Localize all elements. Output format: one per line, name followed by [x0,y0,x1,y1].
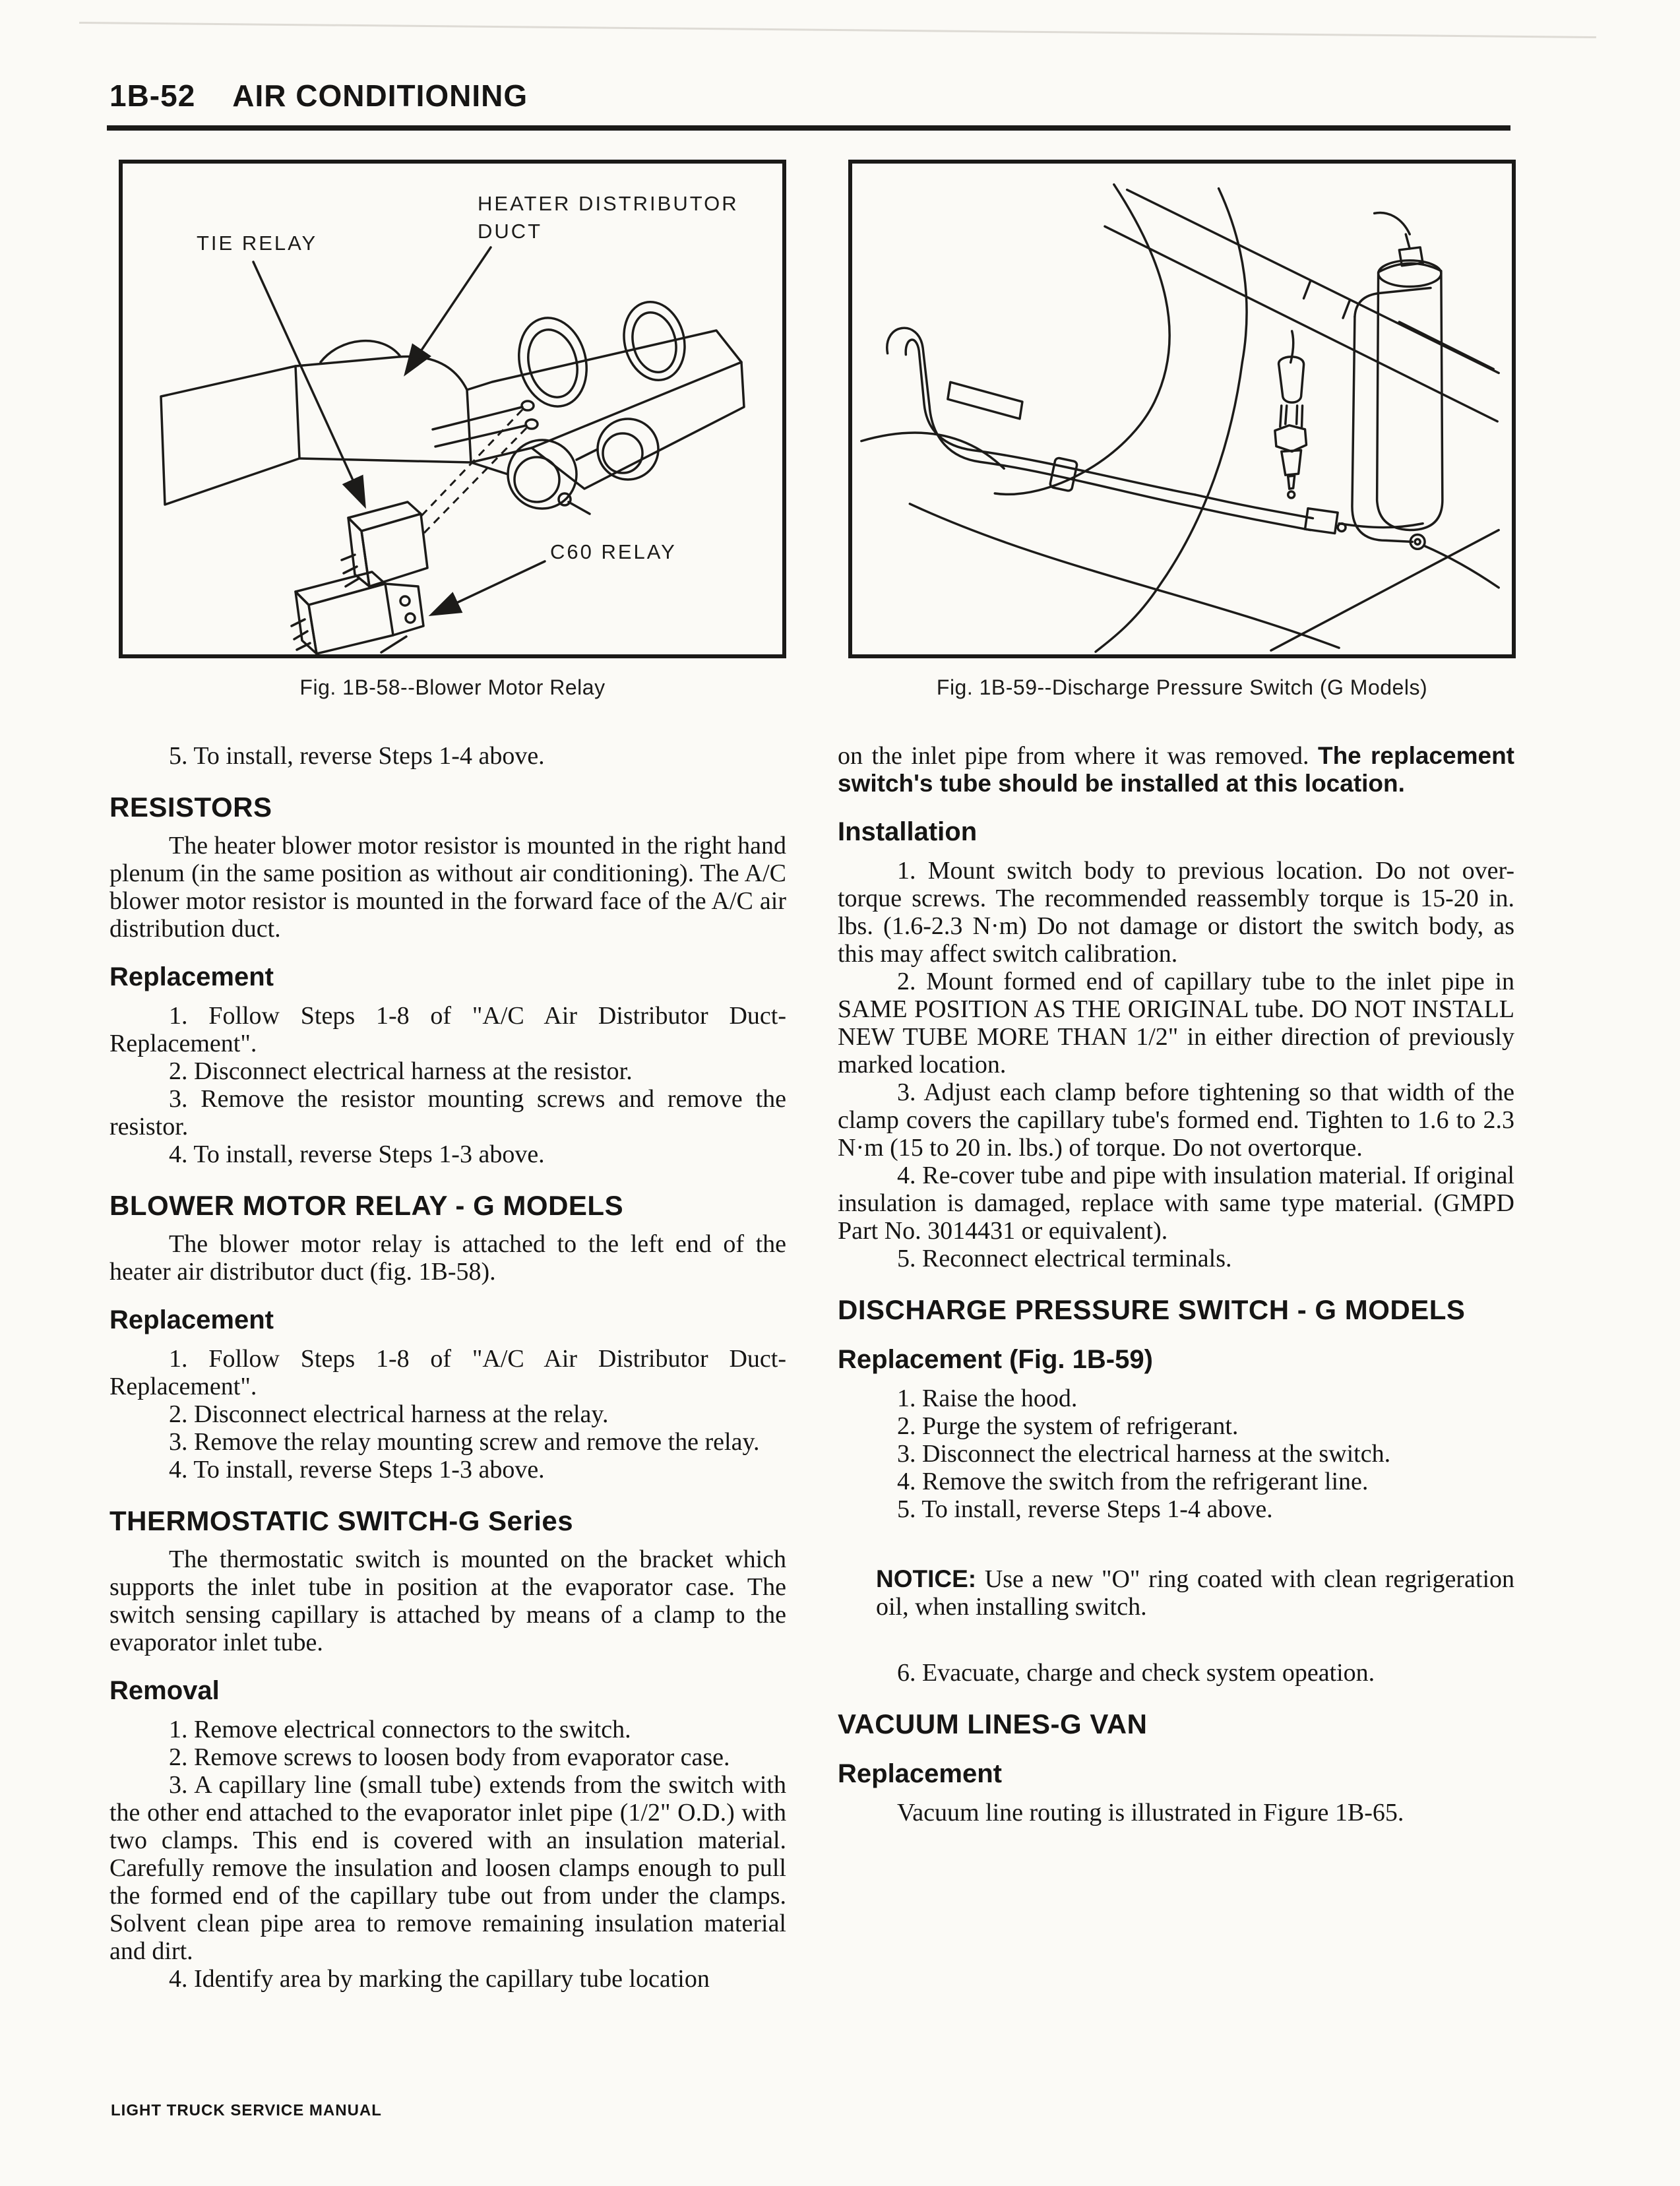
discharge-pressure-switch-drawing [852,164,1512,654]
step-text: 4. To install, reverse Steps 1-3 above. [169,1140,545,1168]
step-text: 4. Identify area by marking the capillary tube location [169,1965,710,1993]
step-text: 5. To install, reverse Steps 1-4 above. [897,1495,1273,1523]
subheading-replacement-2: Replacement [109,1305,274,1334]
step-text: 4. To install, reverse Steps 1-3 above. [169,1456,545,1483]
c60-relay-label: C60 RELAY [550,540,677,563]
step-text: 2. Disconnect electrical harness at the relay. [169,1400,609,1428]
tie-relay-art [342,502,427,586]
header-rule [107,125,1510,131]
page-header [0,0,1680,113]
caption-row [119,675,1680,700]
step-text: 4. Re-cover tube and pipe with insulation material. If original insulation is damaged, replace with same type material. (GMPD Part No. 3014431 or equivalent). [838,1162,1514,1245]
c60-relay-art [292,572,423,654]
c60-relay-leader-arrow [433,561,545,614]
step-text: 2. Disconnect electrical harness at the resistor. [169,1057,633,1085]
step-text: 3. Disconnect the electrical harness at the switch. [897,1440,1391,1468]
section-heading-thermostatic: THERMOSTATIC SWITCH-G Series [109,1505,574,1536]
page-title: AIR CONDITIONING [232,78,528,113]
step-text: 2. Remove screws to loosen body from evaporator case. [169,1743,730,1771]
notice-body: Use a new "O" ring coated with clean regrigeration oil, when installing switch. [876,1565,1514,1621]
figure-1b59 [848,160,1516,658]
step-text: 3. Adjust each clamp before tightening so that width of the clamp covers the capillary tube's formed end. Tighten to 1.6 to 2.3 N·m (15 to 20 in. lbs.) of torque. Do not overtorque. [838,1078,1514,1162]
step-text: 1. Follow Steps 1-8 of "A/C Air Distributor Duct-Replacement". [109,1345,786,1400]
step-text: 1. Follow Steps 1-8 of "A/C Air Distributor Duct-Replacement". [109,1002,786,1057]
paragraph: The thermostatic switch is mounted on the bracket which supports the inlet tube in position at the evaporator case. The switch sensing capillary is attached by means of a clamp to the evaporator inlet tube. [109,1546,786,1656]
page-number: 1B-52 [109,78,196,113]
step-text: 4. Remove the switch from the refrigerant line. [897,1468,1369,1495]
step-text: 5. To install, reverse Steps 1-4 above. [169,742,545,770]
subheading-replacement-1: Replacement [109,962,274,991]
paragraph: The heater blower motor resistor is mounted in the right hand plenum (in the same position as without air conditioning). The A/C blower motor resistor is mounted in the forward face of the A/C air distribution duct. [109,832,786,943]
step-text: 2. Purge the system of refrigerant. [897,1412,1239,1440]
heater-duct-label-line2: DUCT [478,220,543,243]
heater-duct-leader-arrow [406,247,491,373]
continued-paragraph [838,742,1514,797]
step-text: 3. Remove the resistor mounting screws and remove the resistor. [109,1085,786,1140]
figure-1b58 [119,160,786,658]
mounting-screws-art [421,401,590,534]
subheading-replacement-fig: Replacement (Fig. 1B-59) [838,1345,1153,1374]
step-text: 1. Mount switch body to previous location. Do not over-torque screws. The recommended reassembly torque is 15-20 in. lbs. (1.6-2.3 N·m) Do not damage or distort the switch body, as this may affect switch calibration. [838,857,1514,968]
step-text: 1. Remove electrical connectors to the switch. [169,1716,631,1743]
subheading-removal: Removal [109,1676,220,1705]
figure-1b59-caption: Fig. 1B-59--Discharge Pressure Switch (G Models) [936,675,1428,699]
step-text: 3. A capillary line (small tube) extends from the switch with the other end attached to the evaporator inlet pipe (1/2" O.D.) with two clamps. This end is covered with an insulation material. Carefully remove the insulation and loosen clamps enough to pull the formed end of the capillary tube out from under the clamps. Solvent clean pipe area to remove remaining insulation material and dirt. [109,1771,786,1965]
notice-paragraph [876,1565,1514,1621]
step-text: 5. Reconnect electrical terminals. [897,1245,1232,1272]
subheading-installation: Installation [838,817,978,846]
heater-duct-label-line1: HEATER DISTRIBUTOR [478,192,739,215]
receiver-drier-art [1352,213,1499,588]
heater-distributor-duct-art [161,296,744,509]
refrigerant-hose-art [887,328,1423,533]
section-heading-discharge: DISCHARGE PRESSURE SWITCH - G MODELS [838,1294,1466,1325]
fender-art [861,185,1499,652]
discharge-pressure-switch-art [1275,331,1307,498]
step-text: 1. Raise the hood. [897,1385,1078,1412]
section-heading-vacuum: VACUUM LINES-G VAN [838,1708,1148,1739]
left-column [109,742,786,1993]
section-heading-resistors: RESISTORS [109,792,272,823]
section-heading-blower-relay: BLOWER MOTOR RELAY - G MODELS [109,1190,624,1221]
figure-row [119,160,1680,658]
paragraph: Vacuum line routing is illustrated in Figure 1B-65. [897,1799,1404,1827]
footer-text: LIGHT TRUCK SERVICE MANUAL [111,2102,382,2119]
step-text: 3. Remove the relay mounting screw and remove the relay. [169,1428,760,1456]
subheading-replacement-3: Replacement [838,1759,1002,1788]
step-text: 2. Mount formed end of capillary tube to the inlet pipe in SAME POSITION AS THE ORIGINAL tube. DO NOT INSTALL NEW TUBE MORE THAN 1/2" in either direction of previously marked location. [838,968,1514,1078]
figure-1b58-caption: Fig. 1B-58--Blower Motor Relay [299,675,606,699]
notice-label: NOTICE: [876,1565,977,1592]
continued-text: on the inlet pipe from where it was removed. [838,742,1318,770]
right-column [838,742,1514,1993]
continued-text-bold: The replacement switch's tube should be installed at this location. [838,742,1514,797]
tie-relay-label: TIE RELAY [197,232,318,255]
paragraph: The blower motor relay is attached to the left end of the heater air distributor duct (fig. 1B-58). [109,1230,786,1286]
blower-motor-relay-drawing [123,164,782,654]
text-columns [109,742,1680,1993]
step-text: 6. Evacuate, charge and check system opeation. [897,1659,1375,1687]
